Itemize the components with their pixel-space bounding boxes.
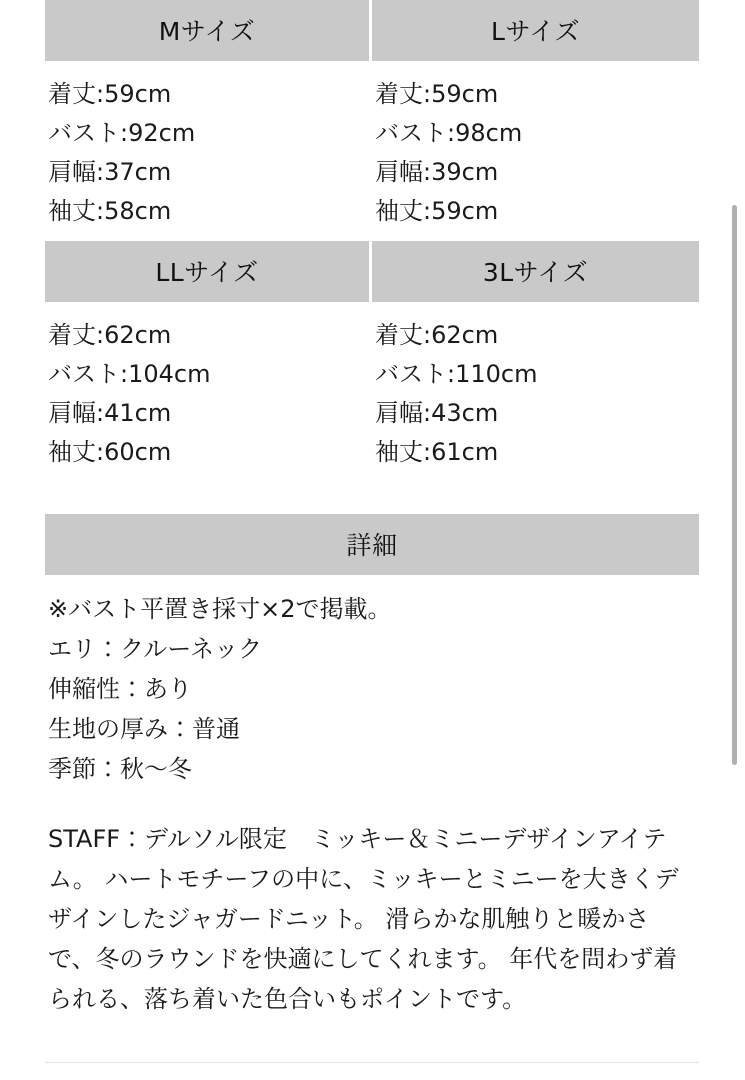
section-spacer — [45, 482, 699, 514]
detail-line-thickness: 生地の厚み：普通 — [48, 715, 240, 743]
size-line-shoulder: 肩幅:39cm — [375, 158, 499, 186]
size-body-3l — [372, 302, 699, 482]
size-line-sleeve: 袖丈:60cm — [48, 438, 172, 466]
size-body-l — [372, 61, 699, 241]
detail-line-measurement-note: ※バスト平置き採寸×2で掲載。 — [48, 595, 392, 623]
detail-section-body — [45, 575, 699, 789]
size-table-row-2 — [45, 241, 699, 482]
section-spacer — [45, 789, 699, 819]
size-line-bust: バスト:110cm — [375, 360, 538, 388]
detail-line-stretch: 伸縮性：あり — [48, 675, 192, 703]
size-body-ll — [45, 302, 372, 482]
size-table-row-1 — [45, 0, 699, 241]
size-line-sleeve: 袖丈:59cm — [375, 197, 499, 225]
detail-section-header: 詳細 — [45, 514, 699, 575]
size-line-shoulder: 肩幅:37cm — [48, 158, 172, 186]
size-header-l: Lサイズ — [372, 0, 699, 61]
staff-comment: STAFF：デルソル限定 ミッキー＆ミニーデザインアイテム。 ハートモチーフの中に、ミッキーとミニーを大きくデザインしたジャガードニット。 滑らかな肌触りと暖かさで、冬のラウンドを快適にしてくれます。 年代を問わず着られる、落ち着いた色合いもポイントです。 — [48, 825, 679, 1013]
bottom-divider — [45, 1062, 699, 1063]
size-line-sleeve: 袖丈:61cm — [375, 438, 499, 466]
size-line-sleeve: 袖丈:58cm — [48, 197, 172, 225]
size-line-length: 着丈:62cm — [48, 321, 172, 349]
size-line-bust: バスト:92cm — [48, 119, 196, 147]
size-header-m: Mサイズ — [45, 0, 372, 61]
size-line-bust: バスト:98cm — [375, 119, 523, 147]
detail-line-collar: エリ：クルーネック — [48, 635, 263, 663]
size-header-ll: LLサイズ — [45, 241, 372, 302]
size-line-bust: バスト:104cm — [48, 360, 211, 388]
size-line-shoulder: 肩幅:41cm — [48, 399, 172, 427]
size-body-m — [45, 61, 372, 241]
size-line-shoulder: 肩幅:43cm — [375, 399, 499, 427]
size-line-length: 着丈:62cm — [375, 321, 499, 349]
size-line-length: 着丈:59cm — [375, 80, 499, 108]
content-column — [45, 0, 699, 1019]
size-line-length: 着丈:59cm — [48, 80, 172, 108]
size-header-3l: 3Lサイズ — [372, 241, 699, 302]
detail-line-season: 季節：秋〜冬 — [48, 755, 192, 783]
page-scrollbar-thumb[interactable] — [732, 205, 737, 765]
page-scrollbar[interactable] — [735, 0, 741, 1080]
